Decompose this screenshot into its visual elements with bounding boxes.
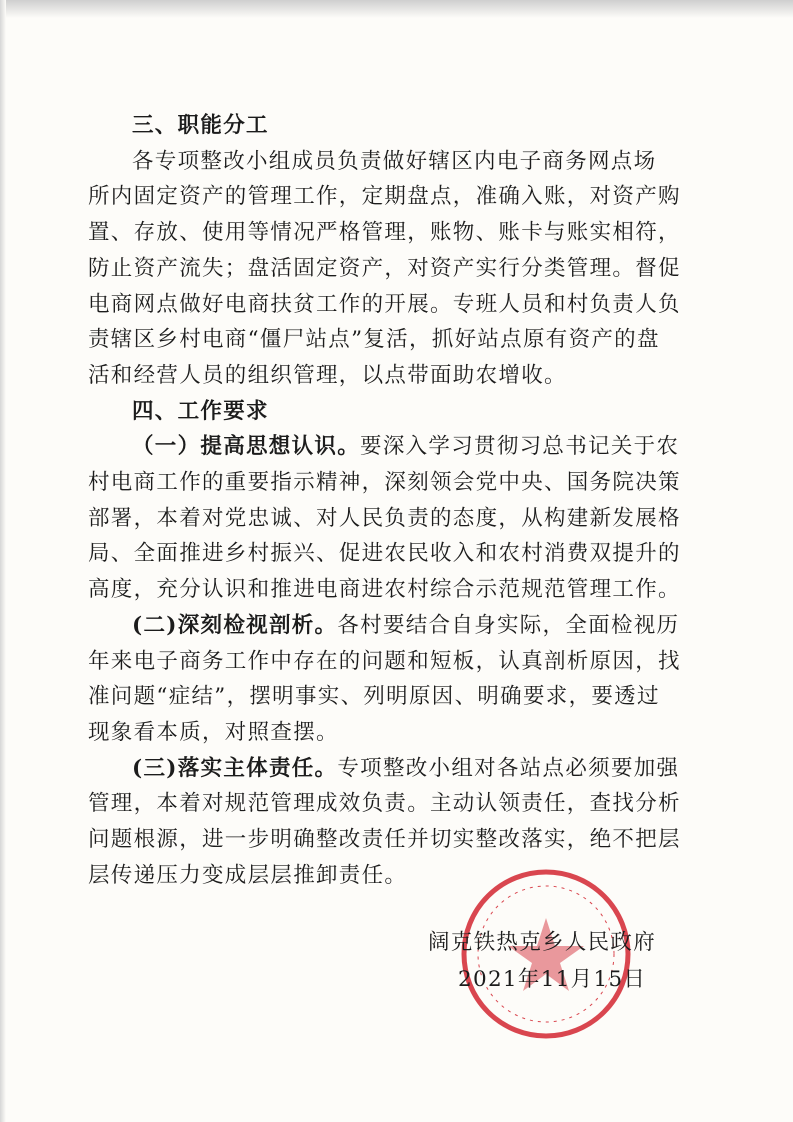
paragraph-line: 部署，本着对党忠诚、对人民负责的态度，从构建新发展格 (88, 505, 681, 531)
item-2-first-line (88, 608, 680, 644)
item-1-title: （一）提高思想认识。 (132, 434, 361, 460)
paragraph-line: 责辖区乡村电商“僵尸站点”复活，抓好站点原有资产的盘 (88, 327, 660, 353)
scan-left-edge (0, 0, 6, 1122)
item-3-text: 专项整改小组对各站点必须要加强 (337, 755, 680, 781)
paragraph-line: 置、存放、使用等情况严格管理，账物、账卡与账实相符， (88, 220, 681, 246)
paragraph-line: 高度，充分认识和推进电商进农村综合示范规范管理工作。 (88, 577, 681, 603)
paragraph-line: 所内固定资产的管理工作，定期盘点，准确入账，对资产购 (88, 184, 681, 210)
paragraph-line: 问题根源，进一步明确整改责任并切实整改落实，绝不把层 (88, 827, 681, 853)
paragraph-line: 各专项整改小组成员负责做好辖区内电子商务网点场 (132, 148, 657, 174)
item-2-text: 各村要结合自身实际，全面检视历 (337, 612, 680, 638)
paragraph-line: 准问题“症结”，摆明事实、列明原因、明确要求，要透过 (88, 684, 660, 710)
paragraph-line: 管理，本着对规范管理成效负责。主动认领责任，查找分析 (88, 791, 681, 817)
paragraph-line: 电商网点做好电商扶贫工作的开展。专班人员和村负责人负 (88, 291, 681, 317)
paragraph-line: 村电商工作的重要指示精神，深刻领会党中央、国务院决策 (88, 470, 681, 496)
paragraph-line: 年来电子商务工作中存在的问题和短板，认真剖析原因，找 (88, 648, 681, 674)
paragraph-line: 层传递压力变成层层推卸责任。 (88, 862, 408, 888)
signature-organization: 阔克铁热克乡人民政府 (428, 930, 657, 955)
paragraph-line: 活和经营人员的组织管理，以点带面助农增收。 (88, 362, 567, 388)
scan-top-edge (0, 0, 793, 18)
item-3-title: (三)落实主体责任。 (132, 755, 338, 781)
section-3-heading: 三、职能分工 (132, 113, 269, 138)
item-3-first-line (88, 751, 680, 787)
paragraph-line: 局、全面推进乡村振兴、促进农民收入和农村消费双提升的 (88, 541, 681, 567)
item-2-title: (二)深刻检视剖析。 (132, 612, 338, 638)
paragraph-line: 防止资产流失；盘活固定资产，对资产实行分类管理。督促 (88, 255, 681, 281)
signature-date: 2021年11月15日 (458, 967, 647, 992)
document-body (88, 108, 681, 893)
item-1-first-line (88, 429, 680, 465)
item-1-text: 要深入学习贯彻习总书记关于农 (360, 434, 680, 460)
paragraph-line: 现象看本质，对照查摆。 (88, 719, 339, 745)
section-4-heading: 四、工作要求 (132, 398, 269, 424)
